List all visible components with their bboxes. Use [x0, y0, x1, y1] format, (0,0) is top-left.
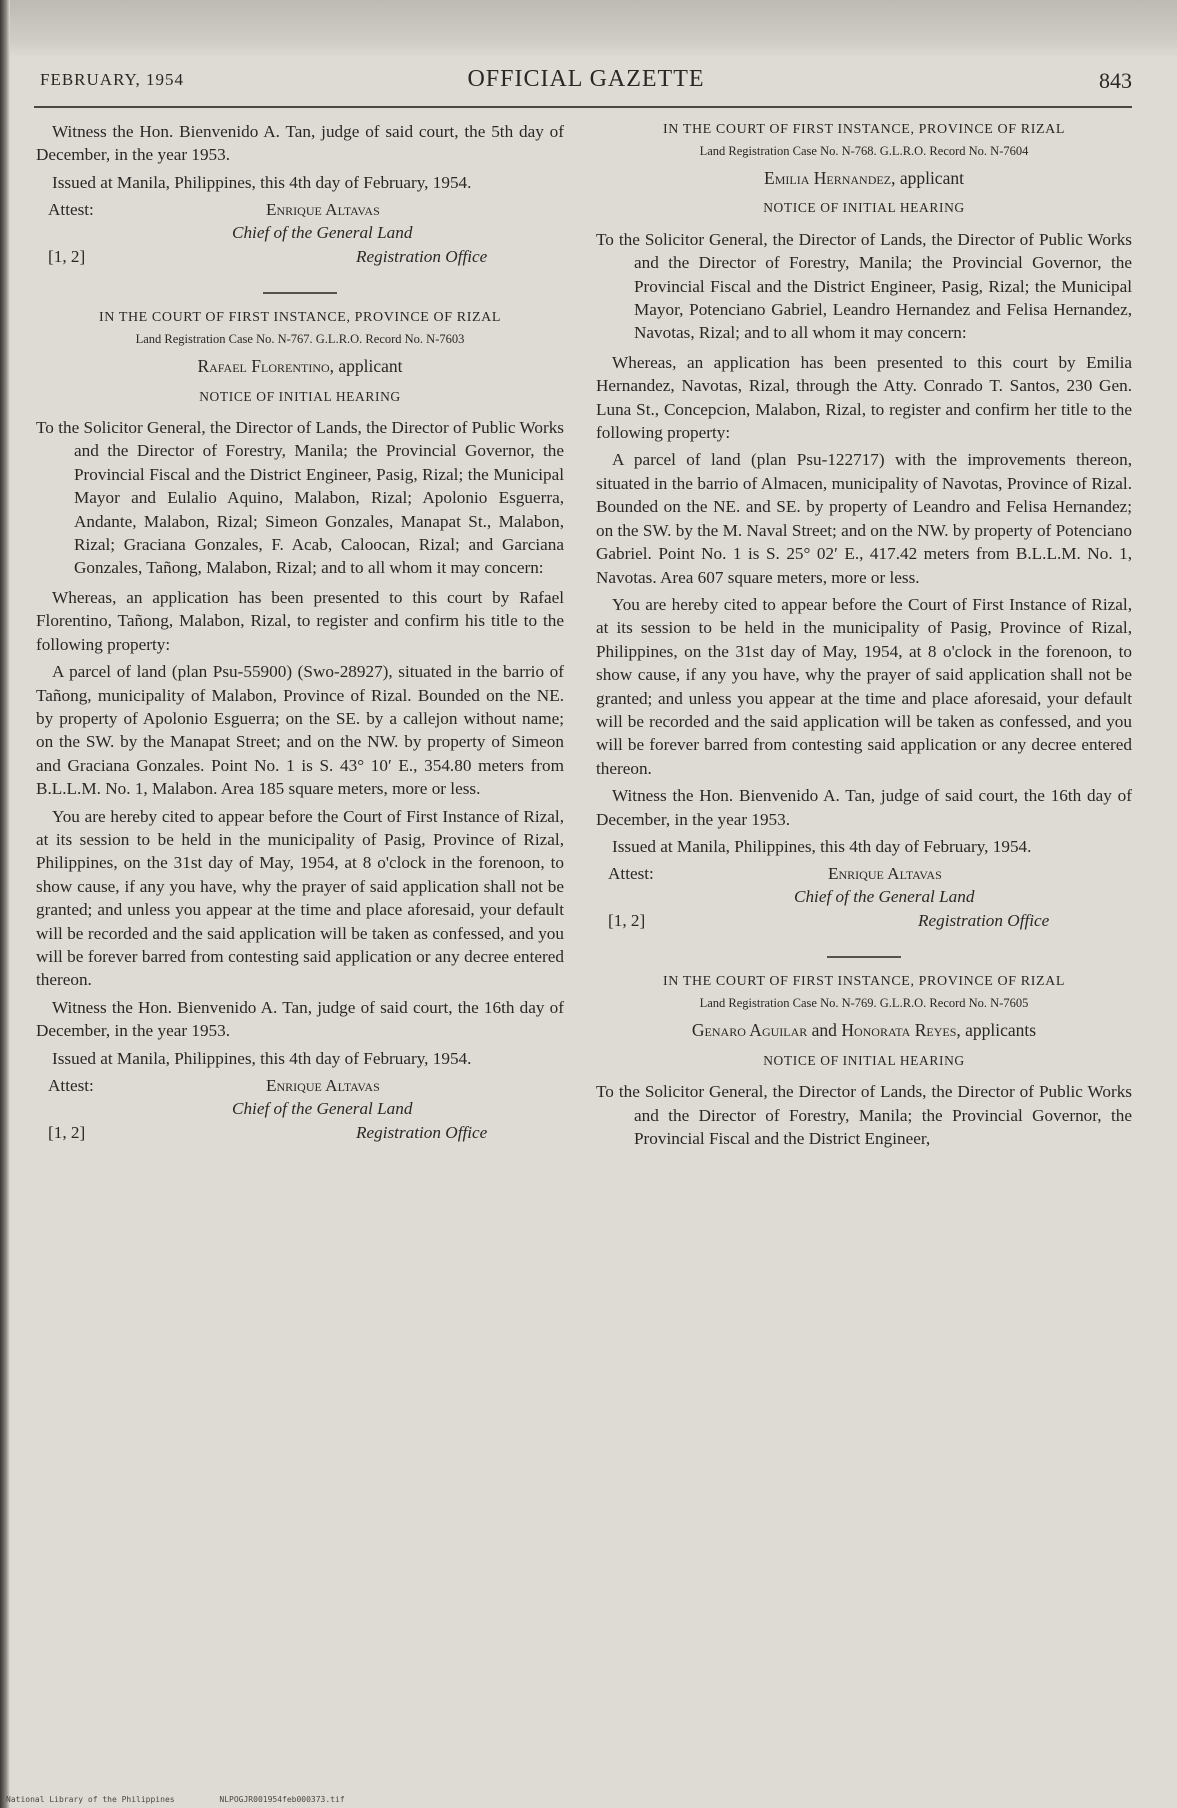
library-credit: National Library of the Philippines — [6, 1795, 175, 1804]
scan-binding-shadow — [0, 0, 10, 1808]
right-column — [596, 120, 1132, 1156]
witness-paragraph: Witness the Hon. Bienvenido A. Tan, judge of said court, the 5th day of December, in the year 1953. — [36, 122, 564, 165]
citation-paragraph: You are hereby cited to appear before the Court of First Instance of Rizal, at its session to be held in the municipality of Pasig, Province of Rizal, Philippines, on the 31st day of May, 1954, at 8 o'clock in the forenoon, to show cause, if any you have, why the prayer of said application shall not be granted; and unless you appear at the time and place aforesaid, your default will be recorded and the said application will be taken as confessed, and you will be forever barred from contesting said application or any decree entered thereon. — [36, 806, 564, 990]
applicant-role: , applicant — [329, 356, 403, 377]
attest-name: Enrique Altavas — [266, 1076, 380, 1095]
attest-name: Enrique Altavas — [828, 864, 942, 884]
attestation-block — [36, 1074, 564, 1146]
applicant-role: , applicants — [956, 1020, 1037, 1041]
attest-title-line2: Registration Office — [356, 1123, 488, 1142]
applicant-name: Honorata Reyes — [841, 1020, 957, 1041]
attest-label: Attest: — [608, 864, 654, 884]
case-reference: Land Registration Case No. N-768. G.L.R.O. Record No. N-7604 — [699, 144, 1029, 158]
notice-heading: NOTICE OF INITIAL HEARING — [763, 200, 965, 216]
attestation-block — [36, 198, 564, 270]
court-heading: IN THE COURT OF FIRST INSTANCE, PROVINCE OF RIZAL — [663, 974, 1065, 990]
notice-heading: NOTICE OF INITIAL HEARING — [763, 1052, 965, 1068]
issue-reference: [1, 2] — [608, 911, 646, 931]
addressees-paragraph: To the Solicitor General, the Director of Lands, the Director of Public Works and the Director of Forestry, Manila; the Provincial Governor, the Provincial Fiscal and the District Engineer, — [596, 1082, 1132, 1148]
scan-top-shadow — [0, 0, 1177, 58]
court-heading: IN THE COURT OF FIRST INSTANCE, PROVINCE OF RIZAL — [663, 122, 1065, 137]
applicant-line — [596, 167, 1132, 190]
applicant-conjunction: and — [807, 1020, 842, 1041]
issued-paragraph: Issued at Manila, Philippines, this 4th day of February, 1954. — [52, 1048, 472, 1068]
header-title: OFFICIAL GAZETTE — [467, 66, 705, 92]
applicant-name: Emilia Hernandez — [764, 168, 892, 188]
attest-name: Enrique Altavas — [266, 200, 380, 220]
attest-title-line2: Registration Office — [918, 911, 1050, 931]
section-divider — [263, 292, 337, 294]
attest-label: Attest: — [48, 200, 94, 220]
property-description: A parcel of land (plan Psu-122717) with the improvements thereon, situated in the barrio of Almacen, municipality of Navotas, Province of Rizal. Bounded on the NE. and SE. by property of Leandro and Felisa Hernandez; on the SW. by the M. Naval Street; and on the NW. by property of Potenciano Gabriel. Point No. 1 is S. 25° 02′ E., 417.42 meters from B.L.L.M. No. 1, Navotas. Area 607 square meters, more or less. — [596, 450, 1132, 587]
attest-title-line1: Chief of the General Land — [232, 1099, 413, 1118]
addressees-paragraph: To the Solicitor General, the Director of Lands, the Director of Public Works and the Director of Forestry, Manila; the Provincial Governor, the Provincial Fiscal and the District Engineer, Pasig, Rizal; the Municipal Mayor and Eulalio Aquino, Malabon, Rizal; Apolonio Esguerra, Andante, Malabon, Rizal; Simeon Gonzales, Manapat St., Malabon, Rizal; Graciana Gonzales, F. Acab, Caloocan, Rizal; and Garciana Gonzales, Tañong, Malabon, Rizal; and to all whom it may concern: — [36, 418, 564, 578]
header-rule — [34, 106, 1132, 108]
whereas-paragraph: Whereas, an application has been presented to this court by Rafael Florentino, Tañong, Malabon, Rizal, to register and confirm his title to the following property: — [36, 587, 564, 654]
scan-filename: NLPOGJR001954feb000373.tif — [219, 1795, 345, 1804]
witness-paragraph: Witness the Hon. Bienvenido A. Tan, judge of said court, the 16th day of December, in the year 1953. — [36, 997, 564, 1041]
issued-paragraph: Issued at Manila, Philippines, this 4th day of February, 1954. — [612, 836, 1032, 856]
case-reference: Land Registration Case No. N-769. G.L.R.O. Record No. N-7605 — [699, 996, 1029, 1011]
applicant-name: Rafael Florentino — [197, 356, 330, 377]
section-divider — [827, 956, 901, 958]
applicant-role: , applicant — [891, 168, 964, 188]
citation-paragraph: You are hereby cited to appear before the Court of First Instance of Rizal, at its session to be held in the municipality of Pasig, Province of Rizal, Philippines, on the 31st day of May, 1954, at 8 o'clock in the forenoon, to show cause, if any you have, why the prayer of said application shall not be granted; and unless you appear at the time and place aforesaid, your default will be recorded and the said application will be taken as confessed, and you will be forever barred from contesting said application or any decree entered thereon. — [596, 594, 1132, 778]
issue-reference: [1, 2] — [48, 1123, 86, 1142]
addressees-paragraph: To the Solicitor General, the Director of Lands, the Director of Public Works and the Director of Forestry, Manila; the Provincial Governor, the Provincial Fiscal and the District Engineer, Pasig, Rizal; the Municipal Mayor, Potenciano Gabriel, Leandro Hernandez and Felisa Hernandez, Navotas, Rizal; and to all whom it may concern: — [596, 229, 1132, 343]
whereas-paragraph: Whereas, an application has been presented to this court by Emilia Hernandez, Navotas, Rizal, through the Atty. Conrado T. Santos, 230 Gen. Luna St., Concepcion, Malabon, Rizal, to register and confirm her title to the following property: — [596, 352, 1132, 443]
notice-heading: NOTICE OF INITIAL HEARING — [199, 388, 401, 404]
page-header — [40, 66, 1132, 106]
scan-footer — [6, 1795, 385, 1804]
issued-paragraph: Issued at Manila, Philippines, this 4th day of February, 1954. — [52, 172, 472, 192]
applicant-line — [596, 1019, 1132, 1042]
attest-title-line1: Chief of the General Land — [232, 223, 413, 243]
attest-label: Attest: — [48, 1076, 94, 1095]
applicant-name: Genaro Aguilar — [691, 1020, 808, 1041]
property-description: A parcel of land (plan Psu-55900) (Swo-28927), situated in the barrio of Tañong, municipality of Malabon, Province of Rizal. Bounded on the NE. by property of Apolonio Esguerra; on the SE. by a callejon without name; on the SW. by the Manapat Street; and on the NW. by property of Simeon and Graciana Gonzales. Point No. 1 is S. 43° 10′ E., 354.80 meters from B.L.L.M. No. 1, Malabon. Area 185 square meters, more or less. — [36, 662, 564, 799]
case-reference: Land Registration Case No. N-767. G.L.R.O. Record No. N-7603 — [135, 332, 465, 347]
court-heading: IN THE COURT OF FIRST INSTANCE, PROVINCE OF RIZAL — [99, 310, 501, 326]
header-date: FEBRUARY, 1954 — [40, 70, 185, 89]
applicant-line — [36, 355, 564, 378]
issue-reference: [1, 2] — [48, 247, 86, 267]
attestation-block — [596, 862, 1132, 934]
attest-title-line2: Registration Office — [356, 247, 488, 267]
left-column — [36, 120, 564, 1152]
page-number: 843 — [1099, 68, 1132, 93]
attest-title-line1: Chief of the General Land — [794, 887, 975, 907]
witness-paragraph: Witness the Hon. Bienvenido A. Tan, judge of said court, the 16th day of December, in the year 1953. — [596, 786, 1132, 829]
